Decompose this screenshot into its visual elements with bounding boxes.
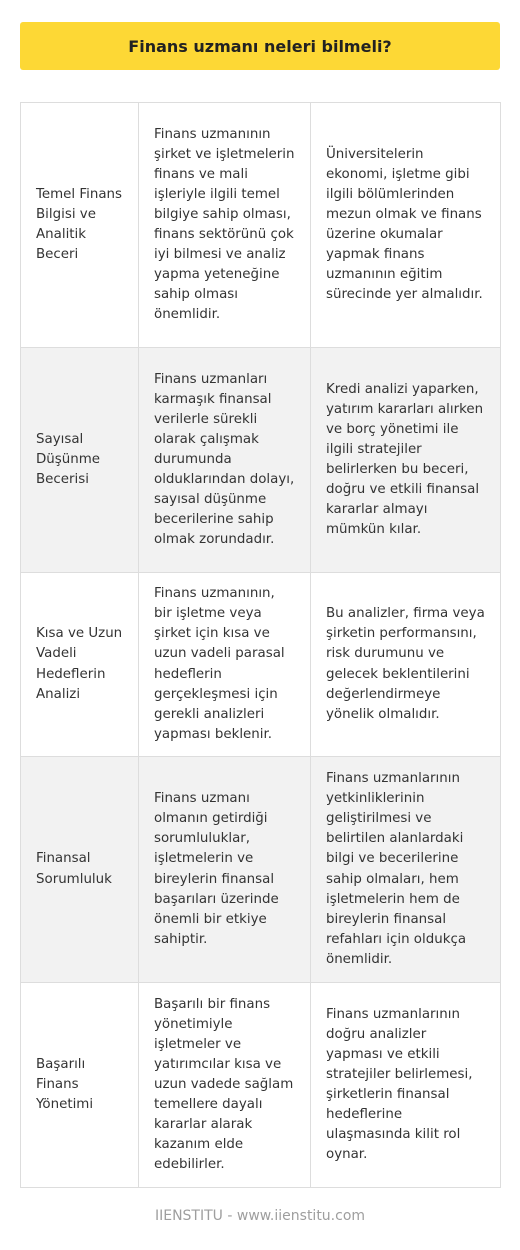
content-table-wrapper bbox=[20, 102, 500, 1188]
detail-cell: Finans uzmanlarının doğru analizler yapması ve etkili stratejiler belirlemesi, şirketlerin finansal hedeflerine ulaşmasında kilit rol oynar. bbox=[311, 983, 501, 1188]
description-cell: Finans uzmanı olmanın getirdiği sorumluluklar, işletmelerin ve bireylerin finansal başarıları üzerinde önemli bir etkiye sahiptir. bbox=[139, 757, 311, 983]
title-banner bbox=[20, 22, 500, 70]
table-row bbox=[21, 348, 501, 573]
topic-cell: Finansal Sorumluluk bbox=[21, 757, 139, 983]
topic-cell: Sayısal Düşünme Becerisi bbox=[21, 348, 139, 573]
topic-cell: Temel Finans Bilgisi ve Analitik Beceri bbox=[21, 103, 139, 348]
detail-cell: Finans uzmanlarının yetkinliklerinin geliştirilmesi ve belirtilen alanlardaki bilgi ve becerilerine sahip olmaları, hem işletmelerin hem de bireylerin finansal refahları için oldukça önemlidir. bbox=[311, 757, 501, 983]
content-table bbox=[20, 102, 501, 1188]
table-row bbox=[21, 573, 501, 757]
topic-cell: Başarılı Finans Yönetimi bbox=[21, 983, 139, 1188]
footer-credit: IIENSTITU - www.iienstitu.com bbox=[154, 1208, 366, 1224]
detail-cell: Üniversitelerin ekonomi, işletme gibi ilgili bölümlerinden mezun olmak ve finans üzerine okumalar yapmak finans uzmanının eğitim sürecinde yer almalıdır. bbox=[311, 103, 501, 348]
description-cell: Finans uzmanının şirket ve işletmelerin finans ve mali işleriyle ilgili temel bilgiye sahip olması, finans sektörünü çok iyi bilmesi ve analiz yapma yeteneğine sahip olması önemlidir. bbox=[139, 103, 311, 348]
detail-cell: Bu analizler, firma veya şirketin performansını, risk durumunu ve gelecek beklentilerini değerlendirmeye yönelik olmalıdır. bbox=[311, 573, 501, 757]
topic-cell: Kısa ve Uzun Vadeli Hedeflerin Analizi bbox=[21, 573, 139, 757]
table-row bbox=[21, 757, 501, 983]
table-row bbox=[21, 103, 501, 348]
table-row bbox=[21, 983, 501, 1188]
description-cell: Finans uzmanları karmaşık finansal verilerle sürekli olarak çalışmak durumunda olduklarından dolayı, sayısal düşünme becerilerine sahip olmak zorundadır. bbox=[139, 348, 311, 573]
detail-cell: Kredi analizi yaparken, yatırım kararları alırken ve borç yönetimi ile ilgili stratejiler belirlerken bu beceri, doğru ve etkili finansal kararlar almayı mümkün kılar. bbox=[311, 348, 501, 573]
description-cell: Finans uzmanının, bir işletme veya şirket için kısa ve uzun vadeli parasal hedeflerin gerçekleşmesi için gerekli analizleri yapması beklenir. bbox=[139, 573, 311, 757]
description-cell: Başarılı bir finans yönetimiyle işletmeler ve yatırımcılar kısa ve uzun vadede sağlam temellere dayalı kararlar alarak kazanım elde edebilirler. bbox=[139, 983, 311, 1188]
page-title: Finans uzmanı neleri bilmeli? bbox=[128, 36, 392, 56]
